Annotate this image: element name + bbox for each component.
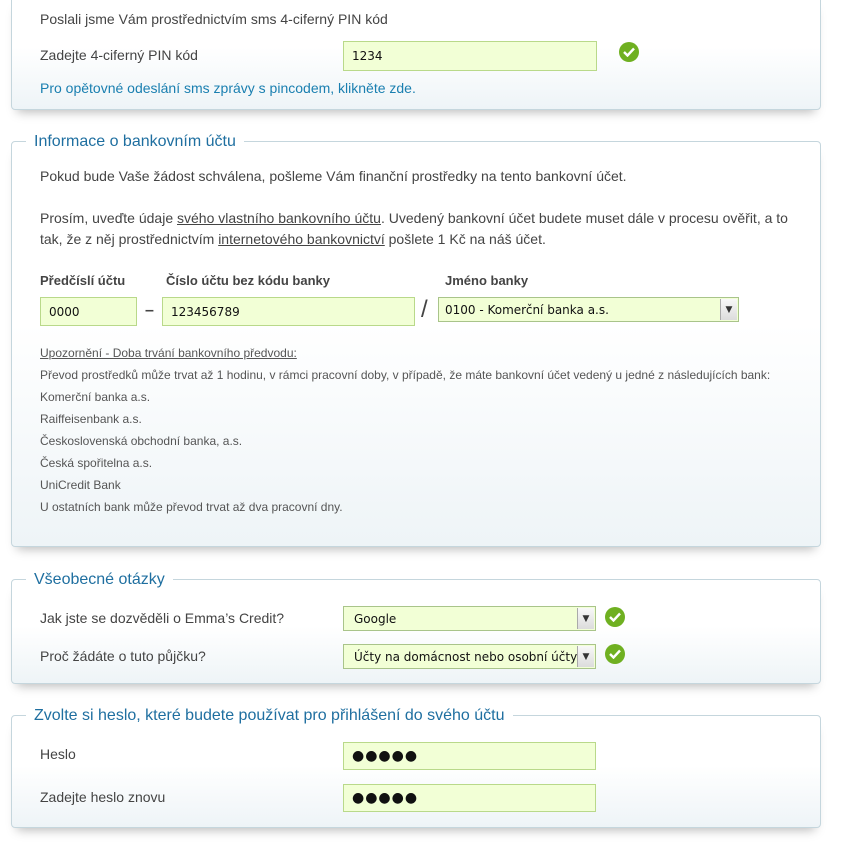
notice-line-7: U ostatních bank může převod trvat až dva pracovní dny. <box>40 500 343 514</box>
bank-text-3a: tak, že z něj prostřednictvím <box>40 231 219 247</box>
own-account-link[interactable]: svého vlastního bankovního účtu <box>177 210 381 226</box>
source-check-icon <box>605 607 625 627</box>
chevron-down-icon[interactable]: ▼ <box>720 299 737 320</box>
chevron-down-icon[interactable]: ▼ <box>577 646 594 667</box>
bank-text-2a: Prosím, uveďte údaje <box>40 210 178 226</box>
pin-input[interactable]: 1234 <box>343 41 597 71</box>
general-questions-panel <box>11 571 821 684</box>
internet-banking-link[interactable]: internetového bankovnictví <box>218 231 385 247</box>
notice-line-2: Komerční banka a.s. <box>40 390 151 404</box>
account-number-label: Číslo účtu bez kódu banky <box>166 273 330 288</box>
bank-name-select[interactable] <box>438 297 739 322</box>
notice-line-5: Česká spořitelna a.s. <box>40 456 153 470</box>
notice-line-3: Raiffeisenbank a.s. <box>40 412 142 426</box>
account-number-input[interactable]: 123456789 <box>162 297 415 326</box>
bank-text-3b: pošlete 1 Kč na náš účet. <box>384 231 546 247</box>
pin-panel <box>11 0 821 110</box>
bank-text-3 <box>40 231 546 247</box>
resend-pin-link[interactable]: Pro opětovné odeslání sms zprávy s pincodem, klikněte zde. <box>40 80 416 96</box>
purpose-select[interactable] <box>343 644 596 669</box>
purpose-select-value: Účty na domácnost nebo osobní účty <box>354 649 578 664</box>
prefix-label: Předčíslí účtu <box>40 273 126 288</box>
prefix-input[interactable]: 0000 <box>40 297 137 326</box>
bank-text-2 <box>40 210 788 226</box>
source-question-label: Jak jste se dozvěděli o Emma’s Credit? <box>40 610 285 626</box>
bank-name-value: 0100 - Komerční banka a.s. <box>445 302 609 317</box>
password-label: Heslo <box>40 746 76 762</box>
pin-intro-text: Poslali jsme Vám prostřednictvím sms 4-ciferný PIN kód <box>40 11 388 27</box>
pin-label: Zadejte 4-ciferný PIN kód <box>40 47 198 63</box>
source-select-value: Google <box>354 611 397 626</box>
notice-line-6: UniCredit Bank <box>40 478 121 492</box>
password-repeat-label: Zadejte heslo znovu <box>40 789 166 805</box>
password-input[interactable]: ●●●●● <box>343 742 596 770</box>
bank-text-1: Pokud bude Vaše žádost schválena, pošleme Vám finanční prostředky na tento bankovní účet. <box>40 168 627 184</box>
dash-separator: – <box>145 302 154 319</box>
password-panel <box>11 707 821 828</box>
bank-account-legend: Informace o bankovním účtu <box>26 132 244 152</box>
source-select[interactable] <box>343 606 596 631</box>
password-legend: Zvolte si heslo, které budete používat pro přihlášení do svého účtu <box>26 706 513 726</box>
pin-check-icon <box>619 42 639 62</box>
password-repeat-input[interactable]: ●●●●● <box>343 784 596 812</box>
slash-separator: / <box>421 296 428 323</box>
chevron-down-icon[interactable]: ▼ <box>577 608 594 629</box>
notice-title: Upozornění - Doba trvání bankovního předvodu: <box>40 346 297 360</box>
bank-name-label: Jméno banky <box>445 273 529 288</box>
purpose-question-label: Proč žádáte o tuto půjčku? <box>40 648 206 664</box>
general-questions-legend: Všeobecné otázky <box>26 570 173 590</box>
notice-line-4: Československá obchodní banka, a.s. <box>40 434 243 448</box>
bank-account-panel <box>11 133 821 547</box>
purpose-check-icon <box>605 644 625 664</box>
bank-text-2b: . Uvedený bankovní účet budete muset dále v procesu ověřit, a to <box>380 210 788 226</box>
notice-line-1: Převod prostředků může trvat až 1 hodinu, v rámci pracovní doby, v případě, že máte bankovní účet vedený u jedné z následujících bank: <box>40 368 771 382</box>
